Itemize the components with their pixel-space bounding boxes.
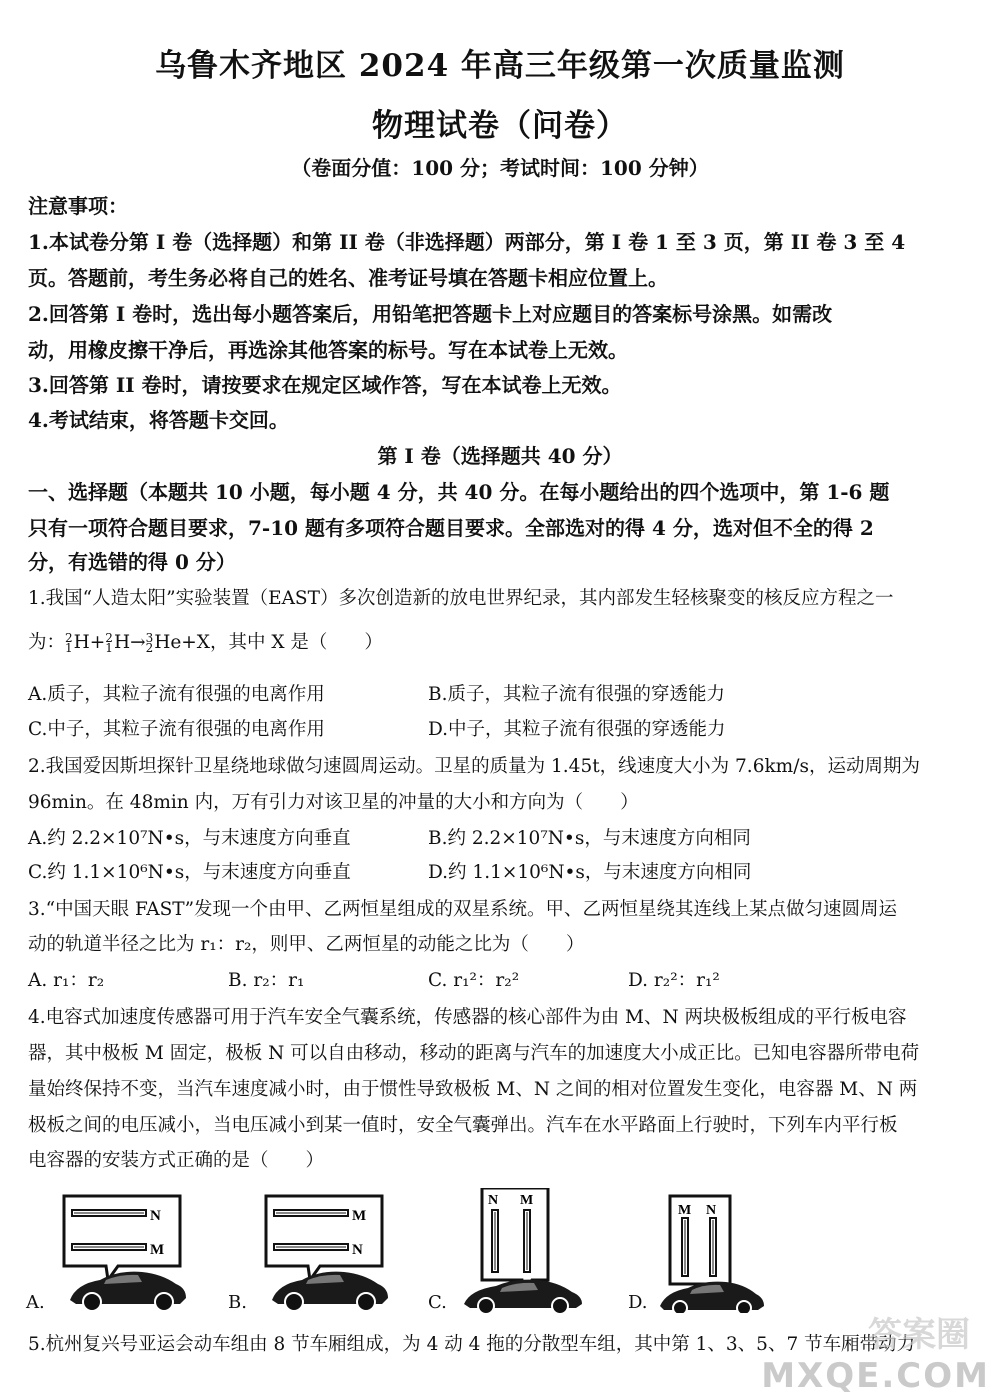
q3-option-d: D. r₂²：r₁² [628, 970, 720, 991]
plate-label: M [520, 1193, 534, 1208]
section-intro-line: 只有一项符合题目要求，7-10 题有多项符合题目要求。全部选对的得 4 分，选对但不全的得 2 [28, 516, 874, 540]
q2-option-d: D.约 1.1×10⁶N•s，与末速度方向相同 [428, 862, 752, 883]
figure-label-a: A. [26, 1292, 45, 1313]
q4-stem-line: 器，其中极板 M 固定，极板 N 可以自由移动，移动的距离与汽车的加速度大小成正比。已知电容器所带电荷 [28, 1043, 920, 1064]
figure-label-b: B. [228, 1292, 247, 1313]
q1-equation-line [28, 628, 383, 654]
notice-line: 1.本试卷分第 I 卷（选择题）和第 II 卷（非选择题）两部分，第 I 卷 1 至 3 页，第 II 卷 3 至 4 [28, 230, 906, 254]
watermark-logo: 答案圈 [868, 1315, 970, 1355]
car-capacitor-diagram [452, 1188, 632, 1313]
q1-option-a: A.质子，其粒子流有很强的电离作用 [28, 684, 325, 705]
q3-option-c: C. r₁²：r₂² [428, 970, 520, 991]
q1-suffix: ，其中 X 是（ ） [209, 632, 383, 653]
q2-stem: 96min。在 48min 内，万有引力对该卫星的冲量的大小和方向为（ ） [28, 792, 639, 813]
car-capacitor-diagram [30, 1188, 210, 1313]
q2-stem: 2.我国爱因斯坦探针卫星绕地球做匀速圆周运动。卫星的质量为 1.45t，线速度大小为 7.6km/s，运动周期为 [28, 756, 920, 777]
nuclear-equation: 2 1H+2 1H→3 2He+X [65, 631, 210, 655]
figure-label-c: C. [428, 1292, 447, 1313]
q2-option-c: C.约 1.1×10⁶N•s，与末速度方向垂直 [28, 862, 351, 883]
q3-option-a: A. r₁：r₂ [28, 970, 105, 991]
q4-stem-line: 4.电容式加速度传感器可用于汽车安全气囊系统，传感器的核心部件为由 M、N 两块极板组成的平行板电容 [28, 1007, 907, 1028]
figure-option-c [452, 1188, 632, 1313]
figure-option-b [232, 1188, 412, 1313]
q3-option-b: B. r₂：r₁ [228, 970, 305, 991]
plate-label: M [352, 1208, 367, 1224]
notice-heading: 注意事项： [28, 194, 128, 218]
notice-line: 3.回答第 II 卷时，请按要求在规定区域作答，写在本试卷上无效。 [28, 373, 622, 397]
car-capacitor-diagram [660, 1188, 840, 1313]
q3-stem: 3.“中国天眼 FAST”发现一个由甲、乙两恒星组成的双星系统。甲、乙两恒星绕其连线上某点做匀速圆周运 [28, 899, 898, 920]
plate-label: N [706, 1203, 717, 1218]
plate-label: N [150, 1208, 161, 1224]
watermark-url: MXQE.COM [761, 1356, 990, 1396]
q5-stem: 5.杭州复兴号亚运会动车组由 8 节车厢组成，为 4 动 4 拖的分散型车组，其中第 1、3、5、7 节车厢带动力 [28, 1334, 916, 1355]
plate-label: N [352, 1242, 363, 1258]
notice-line: 4.考试结束，将答题卡交回。 [28, 408, 289, 432]
q1-option-d: D.中子，其粒子流有很强的穿透能力 [428, 719, 726, 740]
notice-line: 2.回答第 I 卷时，选出每小题答案后，用铅笔把答题卡上对应题目的答案标号涂黑。如需改 [28, 302, 833, 326]
plate-label: M [678, 1203, 692, 1218]
exam-title: 乌鲁木齐地区 2024 年高三年级第一次质量监测 [155, 48, 845, 84]
exam-subtitle: 物理试卷（问卷） [372, 108, 628, 144]
figure-option-d [660, 1188, 840, 1313]
q3-stem: 动的轨道半径之比为 r₁：r₂，则甲、乙两恒星的动能之比为（ ） [28, 934, 585, 955]
section-intro-line: 分，有选错的得 0 分） [28, 550, 236, 574]
q4-stem-line: 极板之间的电压减小，当电压减小到某一值时，安全气囊弹出。汽车在水平路面上行驶时，下列车内平行板 [28, 1115, 898, 1136]
figure-option-a [30, 1188, 210, 1313]
q4-stem-line: 量始终保持不变，当汽车速度减小时，由于惯性导致极板 M、N 之间的相对位置发生变化，电容器 M、N 两 [28, 1079, 918, 1100]
q2-option-b: B.约 2.2×10⁷N•s，与末速度方向相同 [428, 828, 751, 849]
exam-info: （卷面分值：100 分；考试时间：100 分钟） [291, 156, 709, 180]
notice-line: 页。答题前，考生务必将自己的姓名、准考证号填在答题卡相应位置上。 [28, 266, 668, 290]
q1-prefix: 为： [28, 632, 66, 653]
section-intro-line: 一、选择题（本题共 10 小题，每小题 4 分，共 40 分。在每小题给出的四个选项中，第 1-6 题 [28, 480, 890, 504]
figure-label-d: D. [628, 1292, 648, 1313]
notice-line: 动，用橡皮擦干净后，再选涂其他答案的标号。写在本试卷上无效。 [28, 338, 628, 362]
q1-stem: 1.我国“人造太阳”实验装置（EAST）多次创造新的放电世界纪录，其内部发生轻核聚变的核反应方程之一 [28, 588, 894, 609]
car-capacitor-diagram [232, 1188, 412, 1313]
q1-option-c: C.中子，其粒子流有很强的电离作用 [28, 719, 325, 740]
plate-label: M [150, 1242, 165, 1258]
section-title: 第 I 卷（选择题共 40 分） [377, 444, 623, 468]
q2-option-a: A.约 2.2×10⁷N•s，与末速度方向垂直 [28, 828, 351, 849]
q1-option-b: B.质子，其粒子流有很强的穿透能力 [428, 684, 725, 705]
plate-label: N [488, 1193, 499, 1208]
q4-stem-line: 电容器的安装方式正确的是（ ） [28, 1150, 325, 1171]
